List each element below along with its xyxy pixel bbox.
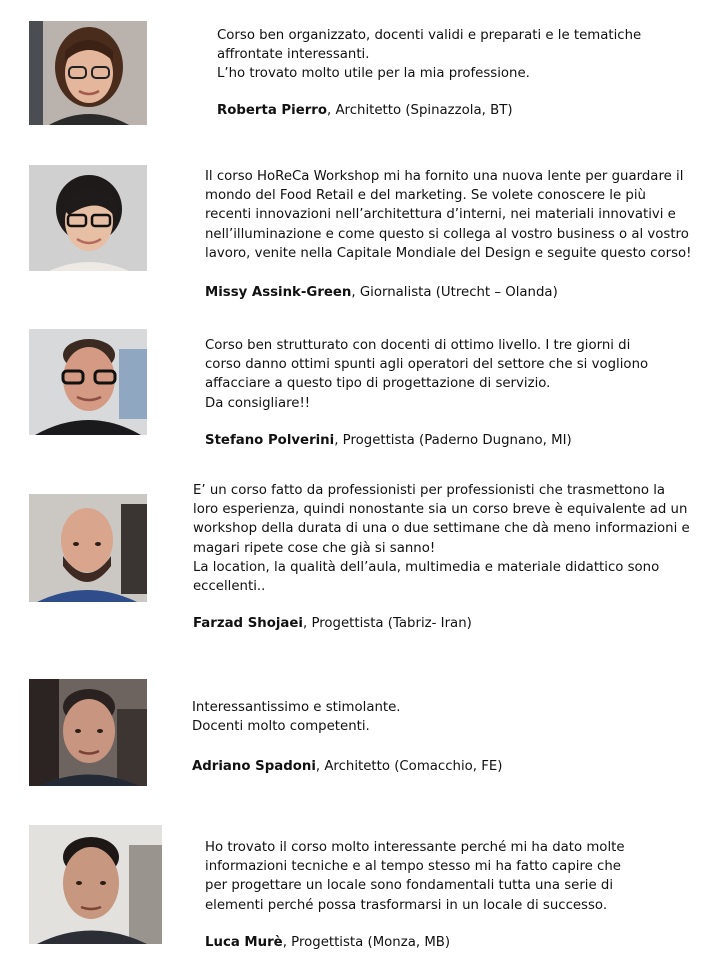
author-detail: , Progettista (Monza, MB) <box>282 935 451 950</box>
quote-line: Da consigliare!! <box>205 395 311 411</box>
testimonial-quote <box>192 698 401 736</box>
quote-line: Il corso HoReCa Workshop mi ha fornito una nuova lente per guardare il <box>205 169 684 184</box>
testimonial-signature <box>205 431 572 450</box>
testimonial-quote <box>205 838 625 915</box>
author-name: Luca Murè <box>205 935 283 950</box>
testimonial-photo <box>29 494 147 602</box>
testimonial-signature <box>192 757 503 776</box>
author-detail: , Progettista (Tabriz- Iran) <box>302 616 472 631</box>
testimonial-photo <box>29 165 147 271</box>
testimonial-photo <box>29 679 147 786</box>
testimonial-signature <box>205 933 450 952</box>
quote-line: mondo del Food Retail e del marketing. Se volete conoscere le più <box>205 188 646 204</box>
quote-line: L’ho trovato molto utile per la mia professione. <box>217 66 530 82</box>
quote-line: recenti innovazioni nell’architettura d’interni, nei materiali innovativi e <box>205 207 676 223</box>
testimonial-photo <box>29 21 147 125</box>
testimonial-photo <box>29 825 162 944</box>
quote-line: Interessantissimo e stimolante. <box>192 700 401 715</box>
portrait-icon <box>29 165 147 271</box>
portrait-icon <box>29 21 147 125</box>
quote-line: per progettare un locale sono fondamentali tutta una serie di <box>205 878 614 894</box>
quote-line: Docenti molto competenti. <box>192 719 370 735</box>
author-name: Farzad Shojaei <box>193 616 303 631</box>
author-detail: , Architetto (Comacchio, FE) <box>315 759 503 774</box>
author-name: Missy Assink-Green <box>205 285 352 300</box>
quote-line: loro esperienza, quindi nonostante sia un corso breve è equivalente ad un <box>193 502 688 518</box>
testimonial-signature <box>205 283 558 302</box>
portrait-icon <box>29 329 147 435</box>
quote-line: E’ un corso fatto da professionisti per professionisti che trasmettono la <box>193 483 666 498</box>
quote-line: eccellenti.. <box>193 579 266 595</box>
author-detail: , Architetto (Spinazzola, BT) <box>327 103 513 118</box>
quote-line: Corso ben strutturato con docenti di ottimo livello. I tre giorni di <box>205 338 631 353</box>
portrait-icon <box>29 679 147 786</box>
author-name: Roberta Pierro <box>217 103 327 118</box>
quote-line: informazioni tecniche e al tempo stesso mi ha fatto capire che <box>205 859 621 875</box>
testimonial-signature <box>193 614 472 633</box>
quote-line: elementi perché possa trasformarsi in un locale di successo. <box>205 897 608 913</box>
testimonial-signature <box>217 101 513 120</box>
quote-line: lavoro, venite nella Capitale Mondiale del Design e seguite questo corso! <box>205 245 692 261</box>
testimonial-quote <box>217 26 641 84</box>
portrait-icon <box>29 494 147 602</box>
quote-line: corso danno ottimi spunti agli operatori del settore che si vogliono <box>205 357 649 373</box>
author-detail: , Giornalista (Utrecht – Olanda) <box>351 285 558 300</box>
author-detail: , Progettista (Paderno Dugnano, MI) <box>334 433 572 448</box>
quote-line: nell’illuminazione e come questo si collega al vostro business o al vostro <box>205 226 689 242</box>
quote-line: La location, la qualità dell’aula, multimedia e materiale didattico sono <box>193 559 660 575</box>
testimonial-quote <box>193 481 690 596</box>
quote-line: Ho trovato il corso molto interessante perché mi ha dato molte <box>205 840 625 855</box>
portrait-icon <box>29 825 162 944</box>
quote-line: workshop della durata di una o due settimane che dà meno informazioni e <box>193 521 690 537</box>
quote-line: affrontate interessanti. <box>217 47 370 63</box>
quote-line: magari ripete cose che già si sanno! <box>193 540 436 556</box>
quote-line: affacciare a questo tipo di progettazione di servizio. <box>205 376 551 392</box>
author-name: Stefano Polverini <box>205 433 335 448</box>
truncated-previous-text <box>0 0 712 4</box>
quote-line: Corso ben organizzato, docenti validi e preparati e le tematiche <box>217 28 642 43</box>
testimonial-photo <box>29 329 147 435</box>
author-name: Adriano Spadoni <box>192 759 316 774</box>
testimonial-quote <box>205 167 691 263</box>
testimonial-quote <box>205 336 648 413</box>
